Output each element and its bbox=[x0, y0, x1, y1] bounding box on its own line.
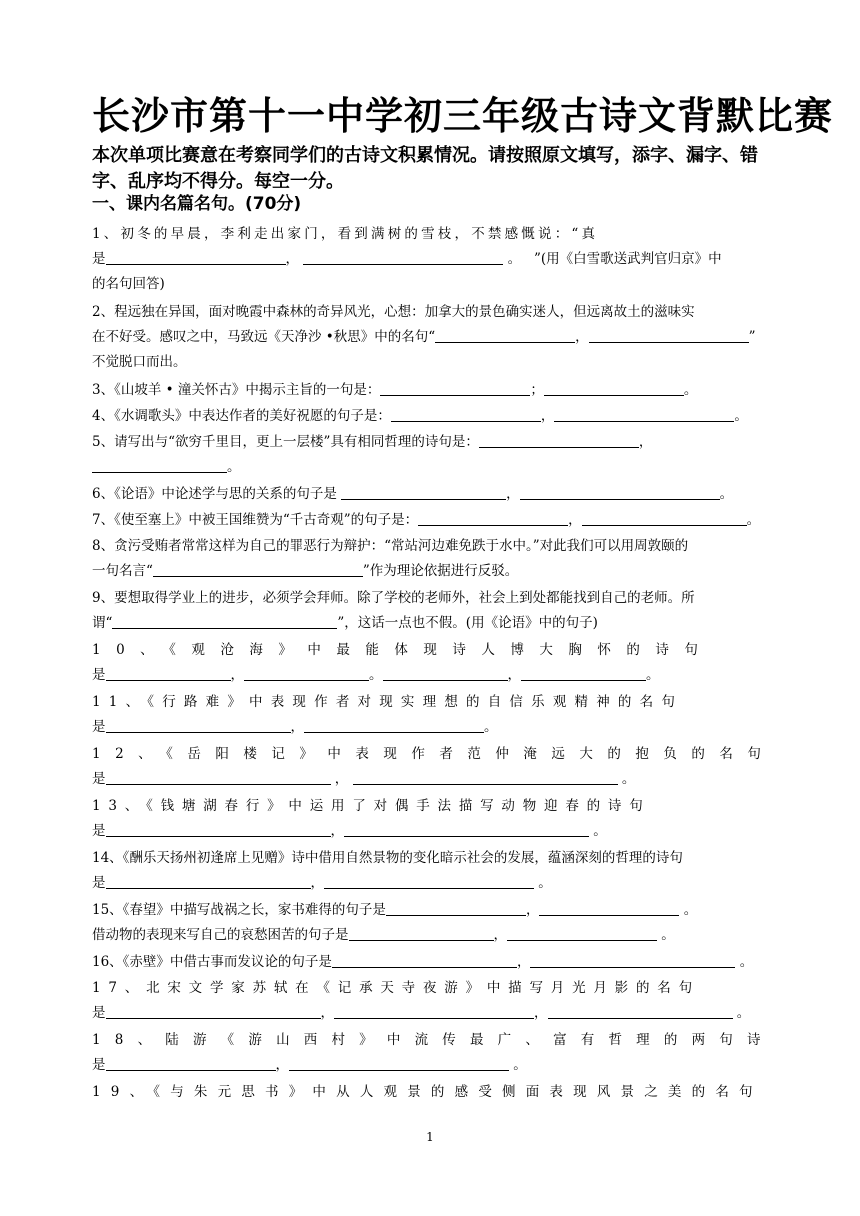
answer-blank[interactable] bbox=[106, 1055, 276, 1071]
question-17-line-1: 17、北宋文学家苏轼在《记承天寺夜游》中描写月光月影的名句 bbox=[92, 980, 700, 996]
answer-blank[interactable] bbox=[106, 717, 291, 733]
question-18-line-1: 18、陆游《游山西村》中流传最广、富有哲理的两句诗 bbox=[92, 1032, 775, 1048]
question-13-line-1: 13、《钱塘湖春行》中运用了对偶手法描写动物迎春的诗句 bbox=[92, 798, 651, 814]
question-12-line-1: 12、《岳阳楼记》中表现作者范仲淹远大的抱负的名句 bbox=[92, 746, 776, 762]
answer-blank[interactable] bbox=[153, 561, 363, 577]
question-11-line-2: 是 ， 。 bbox=[92, 719, 498, 735]
answer-blank[interactable] bbox=[507, 925, 657, 941]
page-title: 长沙市第十一中学初三年级古诗文背默比赛 bbox=[92, 93, 834, 138]
question-19-line-1: 19、《与朱元思书》中从人观景的感受侧面表现风景之美的名句 bbox=[92, 1084, 763, 1100]
answer-blank[interactable] bbox=[334, 1003, 534, 1019]
question-1-line-2: 是 ， 。 ”(用《白雪歌送武判官归京》中 bbox=[92, 251, 722, 267]
question-7: 7、《使至塞上》中被王国维赞为“千古奇观”的句子是： ， 。 bbox=[92, 512, 761, 528]
question-10-line-1: 10、《观沧海》中最能体现诗人博大胸怀的诗句 bbox=[92, 642, 714, 658]
question-13-line-2: 是 ， 。 bbox=[92, 823, 607, 839]
question-2-line-3: 不觉脱口而出。 bbox=[92, 354, 187, 370]
answer-blank[interactable] bbox=[106, 249, 286, 265]
answer-blank[interactable] bbox=[554, 406, 734, 422]
question-14-line-1: 14、《酬乐天扬州初逢席上见赠》诗中借用自然景物的变化暗示社会的发展，蕴涵深刻的哲理的诗句 bbox=[92, 850, 683, 866]
question-14-line-2: 是 ， 。 bbox=[92, 875, 552, 891]
answer-blank[interactable] bbox=[589, 327, 749, 343]
answer-blank[interactable] bbox=[106, 1003, 321, 1019]
question-5-line-1: 5、请写出与“欲穷千里目，更上一层楼”具有相同哲理的诗句是： ， bbox=[92, 434, 653, 450]
answer-blank[interactable] bbox=[244, 665, 369, 681]
answer-blank[interactable] bbox=[106, 665, 231, 681]
answer-blank[interactable] bbox=[303, 249, 503, 265]
answer-blank[interactable] bbox=[349, 925, 494, 941]
instructions: 本次单项比赛意在考察同学们的古诗文积累情况。请按照原文填写，添字、漏字、错字、乱序均不得分。每空一分。 bbox=[92, 145, 758, 192]
answer-blank[interactable] bbox=[391, 406, 541, 422]
answer-blank[interactable] bbox=[530, 952, 735, 968]
answer-blank[interactable] bbox=[479, 432, 639, 448]
question-1-line-3: 的名句回答) bbox=[92, 276, 165, 292]
question-15-line-2: 借动物的表现来写自己的哀愁困苦的句子是 ， 。 bbox=[92, 927, 675, 943]
answer-blank[interactable] bbox=[324, 873, 534, 889]
question-15-line-1: 15、《春望》中描写战祸之长，家书难得的句子是 ， 。 bbox=[92, 902, 698, 918]
question-12-line-2: 是 ， 。 bbox=[92, 771, 636, 787]
answer-blank[interactable] bbox=[112, 613, 337, 629]
answer-blank[interactable] bbox=[92, 457, 227, 473]
question-2-line-2: 在不好受。感叹之中，马致远《天净沙 •秋思》中的名句“ ， ” bbox=[92, 329, 756, 345]
question-8-line-1: 8、贪污受贿者常常这样为自己的罪恶行为辩护：“常站河边难免跌于水中。”对此我们可以用周敦颐的 bbox=[92, 538, 689, 554]
question-1-line-1: 1、初冬的早晨，李利走出家门，看到满树的雪枝，不禁感慨说：“真 bbox=[92, 226, 599, 242]
answer-blank[interactable] bbox=[544, 380, 684, 396]
answer-blank[interactable] bbox=[386, 900, 526, 916]
question-11-line-1: 11、《行路难》中表现作者对现实理想的自信乐观精神的名句 bbox=[92, 694, 684, 710]
answer-blank[interactable] bbox=[435, 327, 575, 343]
question-10-line-2: 是 ， 。 ， 。 bbox=[92, 667, 660, 683]
answer-blank[interactable] bbox=[332, 952, 517, 968]
question-2-line-1: 2、程远独在异国，面对晚霞中森林的奇异风光，心想：加拿大的景色确实迷人，但远离故土的滋味实 bbox=[92, 304, 695, 320]
answer-blank[interactable] bbox=[539, 900, 679, 916]
question-18-line-2: 是 ， 。 bbox=[92, 1057, 527, 1073]
question-16: 16、《赤壁》中借古事而发议论的句子是 ， 。 bbox=[92, 954, 754, 970]
answer-blank[interactable] bbox=[341, 484, 506, 500]
page-number: 1 bbox=[426, 1130, 434, 1144]
answer-blank[interactable] bbox=[106, 821, 331, 837]
question-17-line-2: 是 ， ， 。 bbox=[92, 1005, 751, 1021]
answer-blank[interactable] bbox=[383, 665, 508, 681]
question-4: 4、《水调歌头》中表达作者的美好祝愿的句子是： ， 。 bbox=[92, 408, 748, 424]
answer-blank[interactable] bbox=[548, 1003, 733, 1019]
answer-blank[interactable] bbox=[304, 717, 484, 733]
answer-blank[interactable] bbox=[289, 1055, 509, 1071]
question-6: 6、《论语》中论述学与思的关系的句子是 ， 。 bbox=[92, 486, 734, 502]
question-9-line-1: 9、要想取得学业上的进步，必须学会拜师。除了学校的老师外，社会上到处都能找到自己的老师。所 bbox=[92, 590, 695, 606]
answer-blank[interactable] bbox=[521, 665, 646, 681]
answer-blank[interactable] bbox=[106, 769, 331, 785]
answer-blank[interactable] bbox=[418, 510, 568, 526]
answer-blank[interactable] bbox=[380, 380, 530, 396]
answer-blank[interactable] bbox=[353, 769, 618, 785]
section-heading: 一、课内名篇名句。(70分) bbox=[92, 194, 302, 214]
question-9-line-2: 谓“ ”，这话一点也不假。(用《论语》中的句子) bbox=[92, 615, 598, 631]
question-5-line-2: 。 bbox=[92, 455, 768, 480]
answer-blank[interactable] bbox=[582, 510, 747, 526]
question-8-line-2: 一句名言“ ”作为理论依据进行反驳。 bbox=[92, 563, 519, 579]
answer-blank[interactable] bbox=[520, 484, 720, 500]
answer-blank[interactable] bbox=[106, 873, 311, 889]
question-3: 3、《山坡羊 • 潼关怀古》中揭示主旨的一句是： ； 。 bbox=[92, 382, 698, 398]
answer-blank[interactable] bbox=[344, 821, 589, 837]
